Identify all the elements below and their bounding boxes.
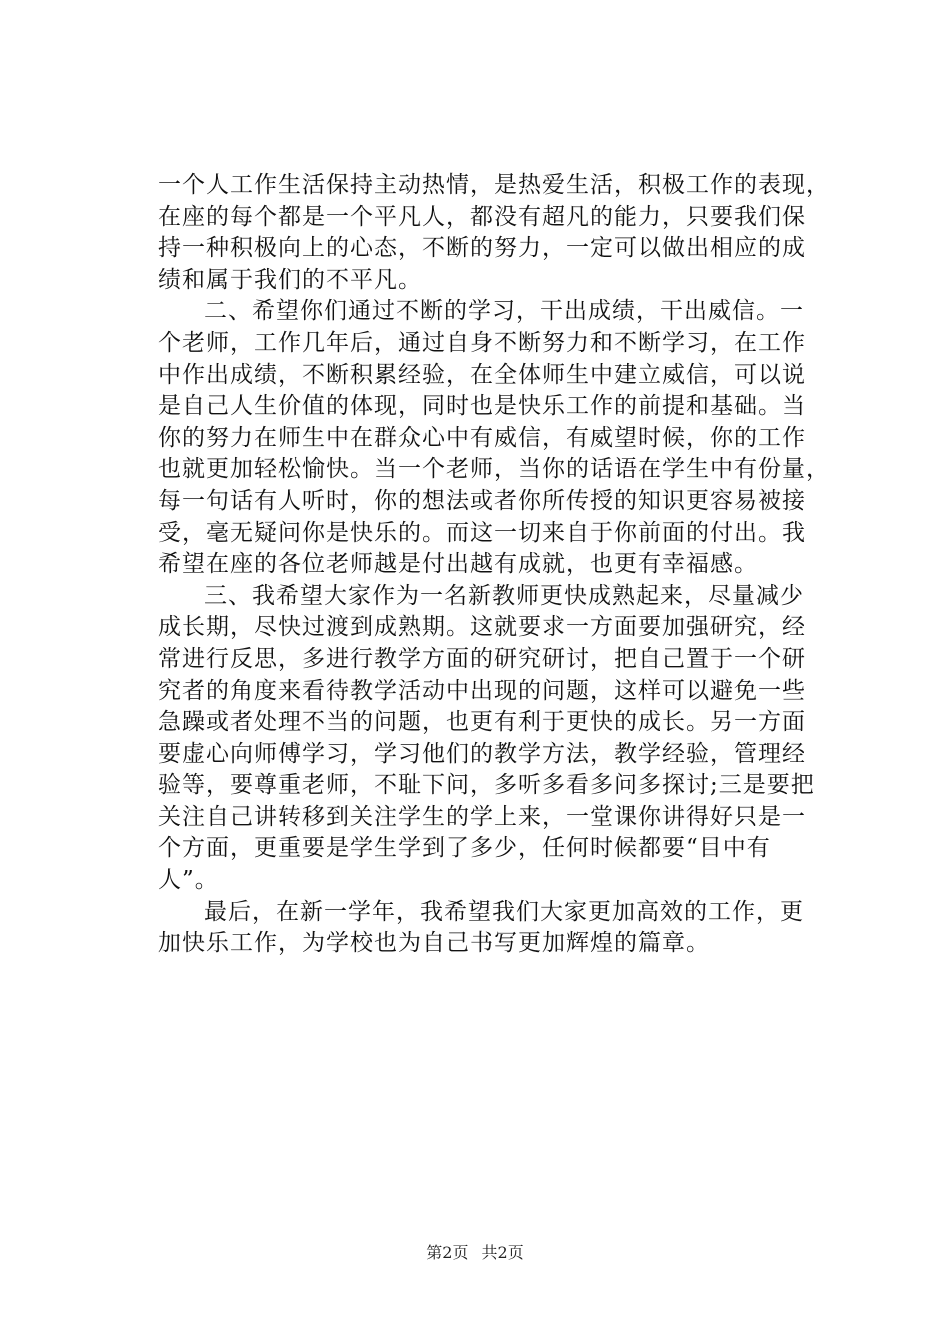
text-line: 每一句话有人听时，你的想法或者你所传授的知识更容易被接 [158,487,806,514]
page-number: 第2页 [426,1243,469,1262]
text-line: 绩和属于我们的不平凡。 [158,266,422,293]
text-line: 关注自己讲转移到关注学生的学上来，一堂课你讲得好只是一 [158,803,806,830]
text-line: 希望在座的各位老师越是付出越有成就，也更有幸福感。 [158,551,758,578]
text-line: 加快乐工作，为学校也为自己书写更加辉煌的篇章。 [158,930,710,957]
text-line: 在座的每个都是一个平凡人，都没有超凡的能力，只要我们保 [158,203,806,230]
text-line: 个方面，更重要是学生学到了多少，任何时候都要“目中有 [158,835,771,862]
text-line: 一个人工作生活保持主动热情，是热爱生活，积极工作的表现， [158,172,830,198]
text-line: 验等，要尊重老师，不耻下问，多听多看多问多探讨;三是要把 [158,772,815,799]
text-line: 持一种积极向上的心态，不断的努力，一定可以做出相应的成 [158,235,806,262]
text-line: 二、希望你们通过不断的学习，干出成绩，干出威信。一 [204,298,804,325]
document-body [158,170,830,960]
text-line: 三、我希望大家作为一名新教师更快成熟起来，尽量减少 [204,582,804,609]
page-total: 共2页 [481,1243,524,1262]
text-line: 个老师，工作几年后，通过自身不断努力和不断学习，在工作 [158,329,806,356]
text-line: 常进行反思，多进行教学方面的研究研讨，把自己置于一个研 [158,645,806,672]
text-line: 要虚心向师傅学习，学习他们的教学方法，教学经验，管理经 [158,740,806,767]
text-line: 成长期，尽快过渡到成熟期。这就要求一方面要加强研究，经 [158,614,806,641]
text-line: 你的努力在师生中在群众心中有威信，有威望时候，你的工作 [158,424,806,451]
text-line: 最后，在新一学年，我希望我们大家更加高效的工作，更 [204,898,804,925]
text-line: 是自己人生价值的体现，同时也是快乐工作的前提和基础。当 [158,393,806,420]
text-line: 急躁或者处理不当的问题，也更有利于更快的成长。另一方面 [158,709,806,736]
page-footer [0,1243,950,1263]
text-line: 中作出成绩，不断积累经验，在全体师生中建立威信，可以说 [158,361,806,388]
text-line: 也就更加轻松愉快。当一个老师，当你的话语在学生中有份量， [158,456,830,483]
text-line: 人”。 [158,867,219,894]
text-line: 究者的角度来看待教学活动中出现的问题，这样可以避免一些 [158,677,806,704]
text-line: 受，毫无疑问你是快乐的。而这一切来自于你前面的付出。我 [158,519,806,546]
